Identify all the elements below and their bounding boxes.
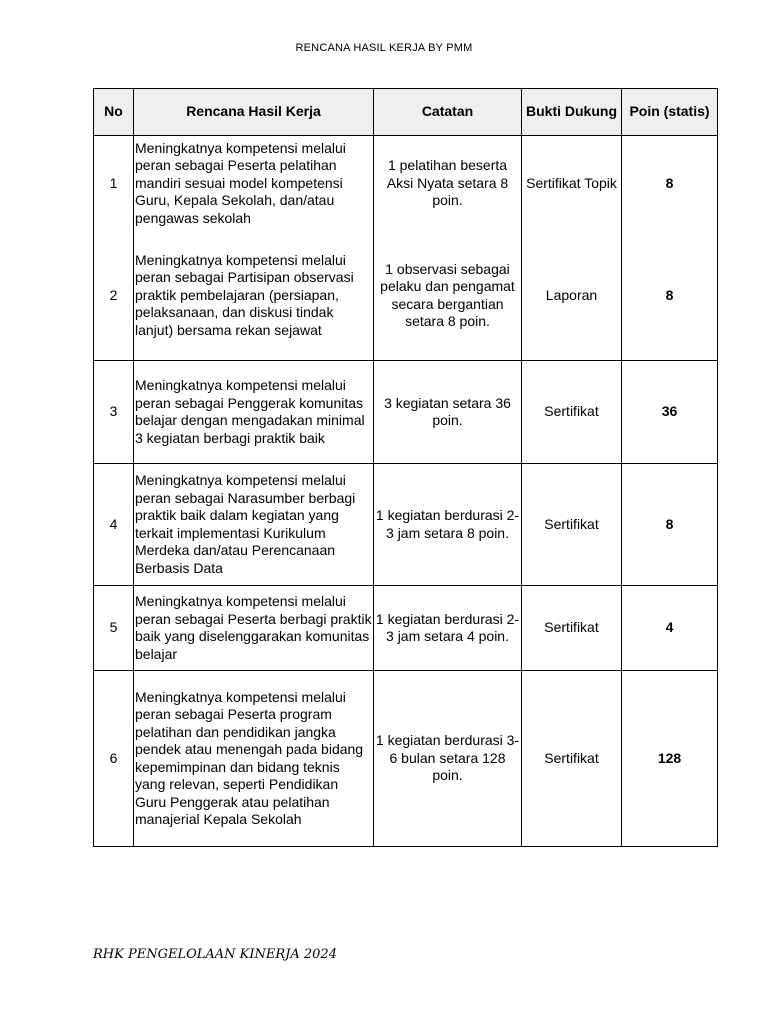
row-rhk: Meningkatnya kompetensi melalui peran sebagai Narasumber berbagi praktik baik dalam kegiatan yang terkait implementasi Kurikulum Merdeka dan/atau Perencanaan Berbasis Data xyxy=(134,464,374,586)
row-poin: 4 xyxy=(622,586,718,671)
row-catatan: 1 observasi sebagai pelaku dan pengamat secara bergantian setara 8 poin. xyxy=(374,231,522,361)
row-number: 5 xyxy=(94,586,134,671)
row-bukti: Sertifikat Topik xyxy=(522,136,622,232)
page-footer-text: RHK PENGELOLAAN KINERJA 2024 xyxy=(93,947,337,962)
column-header-rhk: Rencana Hasil Kerja xyxy=(134,89,374,136)
row-bukti: Sertifikat xyxy=(522,361,622,464)
table-row xyxy=(94,361,718,464)
table-row xyxy=(94,671,718,847)
row-poin: 36 xyxy=(622,361,718,464)
row-rhk: Meningkatnya kompetensi melalui peran sebagai Partisipan observasi praktik pembelajaran (persiapan, pelaksanaan, dan diskusi tindak lanjut) bersama rekan sejawat xyxy=(134,231,374,361)
column-header-catatan: Catatan xyxy=(374,89,522,136)
row-catatan: 1 pelatihan beserta Aksi Nyata setara 8 poin. xyxy=(374,136,522,232)
row-bukti: Laporan xyxy=(522,231,622,361)
row-catatan: 1 kegiatan berdurasi 2-3 jam setara 4 poin. xyxy=(374,586,522,671)
table-header-row xyxy=(94,89,718,136)
rhk-table xyxy=(93,88,718,847)
row-poin: 8 xyxy=(622,464,718,586)
table-row xyxy=(94,231,718,361)
page-header-title: RENCANA HASIL KERJA BY PMM xyxy=(295,42,473,54)
row-catatan: 1 kegiatan berdurasi 3-6 bulan setara 128 poin. xyxy=(374,671,522,847)
row-rhk: Meningkatnya kompetensi melalui peran sebagai Peserta berbagi praktik baik yang diselenggarakan komunitas belajar xyxy=(134,586,374,671)
row-number: 6 xyxy=(94,671,134,847)
row-catatan: 1 kegiatan berdurasi 2-3 jam setara 8 poin. xyxy=(374,464,522,586)
row-number: 4 xyxy=(94,464,134,586)
row-catatan: 3 kegiatan setara 36 poin. xyxy=(374,361,522,464)
row-bukti: Sertifikat xyxy=(522,586,622,671)
row-rhk: Meningkatnya kompetensi melalui peran sebagai Peserta program pelatihan dan pendidikan jangka pendek atau menengah pada bidang kepemimpinan dan bidang teknis yang relevan, seperti Pendidikan Guru Penggerak atau pelatihan manajerial Kepala Sekolah xyxy=(134,671,374,847)
row-bukti: Sertifikat xyxy=(522,671,622,847)
row-rhk: Meningkatnya kompetensi melalui peran sebagai Penggerak komunitas belajar dengan mengadakan minimal 3 kegiatan berbagi praktik baik xyxy=(134,361,374,464)
row-number: 1 xyxy=(94,136,134,232)
row-number: 2 xyxy=(94,231,134,361)
column-header-bukti: Bukti Dukung xyxy=(522,89,622,136)
table-row xyxy=(94,136,718,232)
row-rhk: Meningkatnya kompetensi melalui peran sebagai Peserta pelatihan mandiri sesuai model kompetensi Guru, Kepala Sekolah, dan/atau pengawas sekolah xyxy=(134,136,374,232)
row-bukti: Sertifikat xyxy=(522,464,622,586)
column-header-poin: Poin (statis) xyxy=(622,89,718,136)
row-poin: 8 xyxy=(622,231,718,361)
row-number: 3 xyxy=(94,361,134,464)
table-row xyxy=(94,464,718,586)
row-poin: 128 xyxy=(622,671,718,847)
column-header-no: No xyxy=(94,89,134,136)
row-poin: 8 xyxy=(622,136,718,232)
table-row xyxy=(94,586,718,671)
